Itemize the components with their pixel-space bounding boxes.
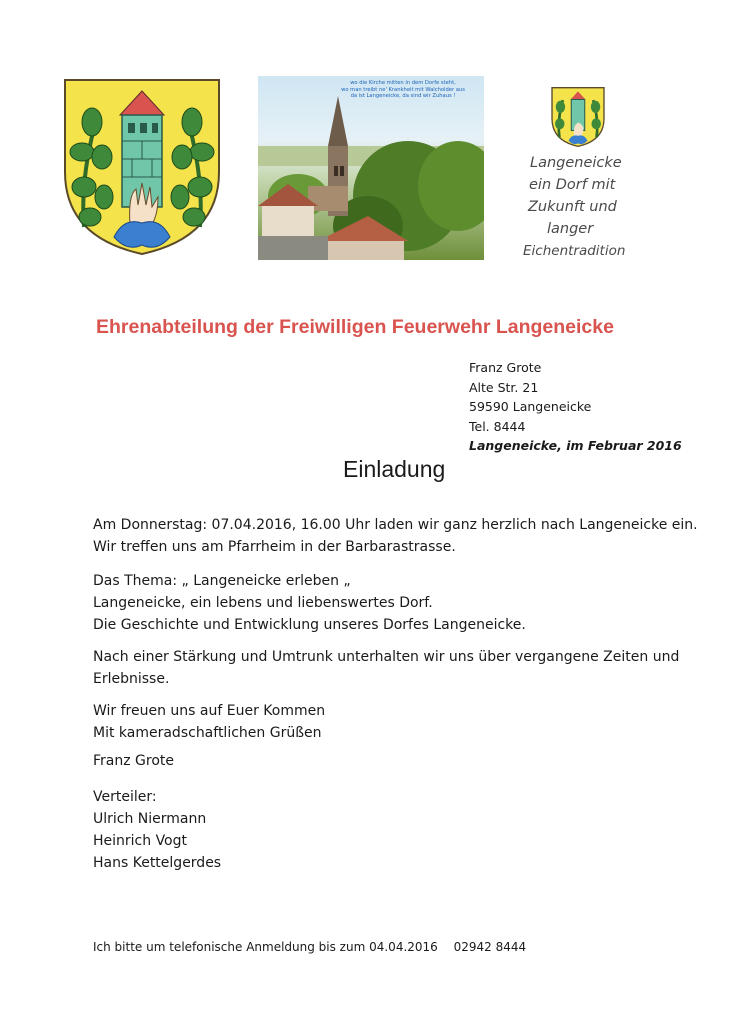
date-line: Langeneicke, im Februar 2016 <box>469 438 682 453</box>
paragraph-line: Das Thema: „ Langeneicke erleben „ <box>93 573 351 589</box>
organisation-title: Ehrenabteilung der Freiwilligen Feuerwehr Langeneicke <box>96 316 614 338</box>
document-title: Einladung <box>343 456 446 482</box>
sender-street: Alte Str. 21 <box>469 379 539 395</box>
slogan-line: langer <box>547 221 594 237</box>
paragraph-line: Wir treffen uns am Pfarrheim in der Barbarastrasse. <box>93 539 456 555</box>
paragraph-closing <box>93 700 325 744</box>
distribution-list <box>93 786 221 874</box>
paragraph-topic <box>93 570 526 636</box>
photo-caption-line: wo die Kirche mitten in dem Dorfe steht, <box>350 80 456 86</box>
paragraph-line: Wir freuen uns auf Euer Kommen <box>93 703 326 719</box>
paragraph-line: Am Donnerstag: 07.04.2016, 16.00 Uhr laden wir ganz herzlich nach Langeneicke ein. <box>93 517 698 533</box>
sender-city: 59590 Langeneicke <box>469 399 592 414</box>
sender-name: Franz Grote <box>469 360 542 375</box>
paragraph-line: Die Geschichte und Entwicklung unseres Dorfes Langeneicke. <box>93 617 526 633</box>
village-slogan <box>520 152 670 262</box>
paragraph-line: Nach einer Stärkung und Umtrunk unterhalten wir uns über vergangene Zeiten und <box>93 649 680 665</box>
paragraph-date-location <box>93 514 698 558</box>
registration-phone: 02942 8444 <box>453 940 527 954</box>
paragraph-program <box>93 646 679 690</box>
distribution-item: Ulrich Niermann <box>93 811 207 827</box>
photo-caption-line: wo man treibt ne' Krankheit mit Walcholder aus <box>341 86 465 93</box>
distribution-item: Hans Kettelgerdes <box>93 855 222 871</box>
distribution-label: Verteiler: <box>93 789 157 805</box>
paragraph-line: Erlebnisse. <box>93 671 170 687</box>
slogan-line: ein Dorf mit <box>529 177 616 193</box>
village-photo <box>258 76 484 260</box>
sender-address <box>469 358 682 456</box>
photo-caption <box>328 80 478 100</box>
slogan-line: Eichentradition <box>523 243 626 259</box>
slogan-line: Zukunft und <box>528 199 617 215</box>
registration-text: Ich bitte um telefonische Anmeldung bis zum 04.04.2016 <box>93 940 438 954</box>
distribution-item: Heinrich Vogt <box>93 833 188 849</box>
coat-of-arms-small <box>551 86 605 148</box>
paragraph-line: Langeneicke, ein lebens und liebenswertes Dorf. <box>93 595 433 611</box>
slogan-line: Langeneicke <box>530 155 622 171</box>
sender-phone: Tel. 8444 <box>469 418 526 434</box>
signature-name: Franz Grote <box>93 753 175 769</box>
registration-note <box>93 940 526 954</box>
paragraph-line: Mit kameradschaftlichen Grüßen <box>93 725 322 741</box>
photo-caption-line: da ist Langeneicke, da sind wir Zuhaus ! <box>350 93 456 99</box>
coat-of-arms-large <box>62 77 222 257</box>
